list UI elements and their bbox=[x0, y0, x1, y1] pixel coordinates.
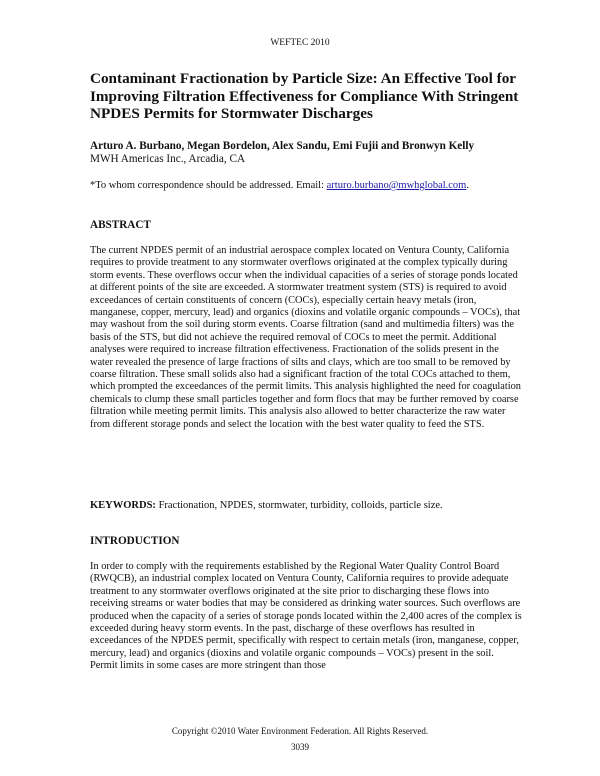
correspondence-end: . bbox=[466, 180, 469, 191]
keywords-line bbox=[90, 499, 530, 513]
page-number: 3039 bbox=[291, 742, 309, 752]
keywords-text: Fractionation, NPDES, stormwater, turbidity, colloids, particle size. bbox=[155, 500, 443, 511]
introduction-body: In order to comply with the requirements established by the Regional Water Quality Control Board (RWQCB), an industrial complex located on Ventura County, California requires to provide adequate treatment to any stormwater overflows originated at the site prior to discharging these flows into receiving streams or water bodies that may be considered as drinking water sources. Such overflows are produced when the capacity of a series of storage ponds located within the 2,400 acres of the complex is exceeded during heavy storm events. In the past, discharge of these overflows has resulted in exceedances of the NPDES permit, specifically with respect to certain metals (iron, manganese, copper, mercury, lead) and organics (dioxins and volatile organic compounds – VOCs) present in the soil. Permit limits in some cases are more stringent than those bbox=[90, 561, 522, 672]
author-list: Arturo A. Burbano, Megan Bordelon, Alex Sandu, Emi Fujii and Bronwyn Kelly bbox=[90, 140, 475, 152]
affiliation: MWH Americas Inc., Arcadia, CA bbox=[90, 153, 246, 165]
correspondence-email-link[interactable]: arturo.burbano@mwhglobal.com bbox=[326, 180, 467, 191]
correspondence-note bbox=[90, 179, 550, 193]
running-header: WEFTEC 2010 bbox=[270, 38, 330, 48]
correspondence-text: *To whom correspondence should be addressed. Email: bbox=[90, 180, 327, 191]
copyright-footer: Copyright ©2010 Water Environment Federation. All Rights Reserved. bbox=[171, 726, 429, 736]
introduction-heading: INTRODUCTION bbox=[90, 535, 180, 547]
keywords-label: KEYWORDS: bbox=[90, 500, 156, 511]
abstract-body: The current NPDES permit of an industrial aerospace complex located on Ventura County, California requires to provide treatment to any stormwater overflows originated at the complex typically during storm events. These overflows occur when the individual capacities of a series of storage ponds located at different points of the site are exceeded. A stormwater treatment system (STS) is required to avoid exceedances of certain constituents of concern (COCs), especially certain heavy metals (iron, manganese, copper, mercury, lead) and organics (dioxins and volatile organic compounds – VOCs), that may washout from the soil during storm events. Coarse filtration (sand and multimedia filters) was the basis of the STS, but did not achieve the required removal of COCs to meet the permit. Additional analyses were required to increase filtration effectiveness. Fractionation of the solids present in the water revealed the presence of large fractions of silts and clays, which are too small to be removed by coarse filtration. These small solids also had a significant fraction of the total COCs attached to them, which prompted the exceedances of the permit limits. This analysis highlighted the need for coagulation chemicals to clump these small particles together and form flocs that may be further removed by coarse filtration while meeting permit limits. This analysis also allowed to better characterize the raw water from different storage ponds and select the location with the best water quality to feed the STS. bbox=[90, 245, 521, 430]
paper-title: Contaminant Fractionation by Particle Size: An Effective Tool for Improving Filtration Effectiveness for Compliance With Stringent NPDES Permits for Stormwater Discharges bbox=[90, 70, 519, 122]
abstract-heading: ABSTRACT bbox=[90, 219, 151, 231]
